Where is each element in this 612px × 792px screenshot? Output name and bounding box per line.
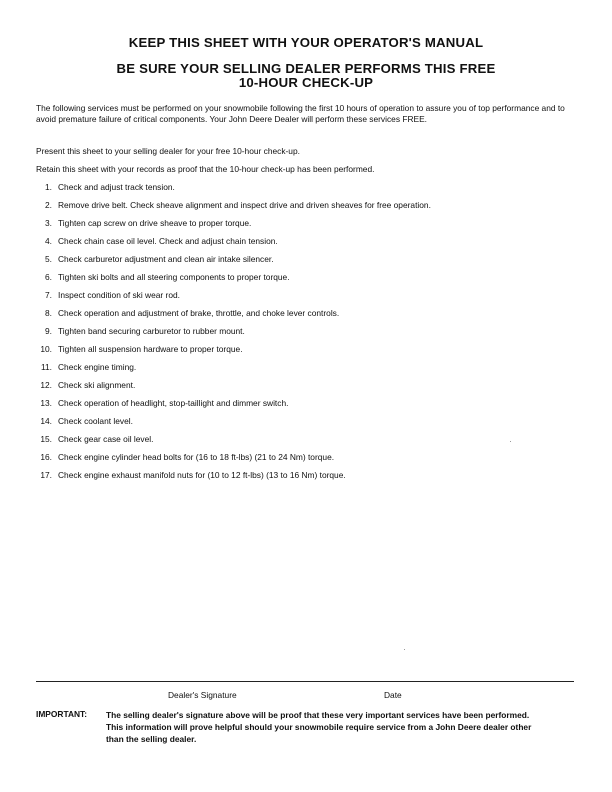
checklist-item — [36, 272, 584, 290]
checklist-item-number: 11. — [40, 362, 52, 372]
checklist-item — [36, 380, 584, 398]
checklist-item-number: 7. — [45, 290, 52, 300]
date-label: Date — [384, 690, 402, 700]
checklist-item-number: 1. — [45, 182, 52, 192]
checklist-item — [36, 434, 584, 452]
checklist-item-text: Inspect condition of ski wear rod. — [58, 290, 180, 300]
checklist-item-text: Check coolant level. — [58, 416, 133, 426]
scan-speck — [510, 441, 511, 442]
checklist-item-text: Check and adjust track tension. — [58, 182, 175, 192]
checklist-item-number: 8. — [45, 308, 52, 318]
checklist-item-number: 2. — [45, 200, 52, 210]
checklist-item-number: 10. — [40, 344, 52, 354]
checklist-item-text: Check engine exhaust manifold nuts for (10 to 12 ft-lbs) (13 to 16 Nm) torque. — [58, 470, 346, 480]
checklist-item — [36, 452, 584, 470]
checklist-item-text: Check operation and adjustment of brake, throttle, and choke lever controls. — [58, 308, 340, 318]
checklist-item — [36, 254, 584, 272]
checklist-item-number: 17. — [40, 470, 52, 480]
checklist-item-number: 16. — [40, 452, 52, 462]
intro-paragraph: The following services must be performed on your snowmobile following the first 10 hours of operation to assure you of top performance and to avoid premature failure of critical components. Your John Deere Dealer will perform these services FREE. — [36, 103, 565, 124]
checklist-item-number: 9. — [45, 326, 52, 336]
checklist-item-text: Check operation of headlight, stop-taillight and dimmer switch. — [58, 398, 289, 408]
dealer-signature-label: Dealer's Signature — [168, 690, 237, 700]
checklist-item — [36, 398, 584, 416]
signature-line — [36, 681, 574, 682]
checklist-item-text: Remove drive belt. Check sheave alignment and inspect drive and driven sheaves for free operation. — [58, 200, 431, 210]
checklist-item-text: Tighten all suspension hardware to proper torque. — [58, 344, 243, 354]
checklist-item — [36, 182, 584, 200]
checklist-item — [36, 344, 584, 362]
checklist-item-text: Check carburetor adjustment and clean air intake silencer. — [58, 254, 274, 264]
checklist-item-text: Check gear case oil level. — [58, 434, 154, 444]
checklist-item-text: Check ski alignment. — [58, 380, 136, 390]
important-label: IMPORTANT: — [36, 709, 88, 719]
checklist-item-text: Tighten cap screw on drive sheave to proper torque. — [58, 218, 252, 228]
checklist-item-number: 13. — [40, 398, 52, 408]
present-paragraph: Present this sheet to your selling dealer for your free 10-hour check-up. — [36, 146, 300, 156]
checklist-item-number: 14. — [40, 416, 52, 426]
checklist-item-number: 5. — [45, 254, 52, 264]
checklist-item-text: Check engine timing. — [58, 362, 137, 372]
checklist-item-text: Tighten ski bolts and all steering components to proper torque. — [58, 272, 290, 282]
service-checklist — [36, 182, 584, 488]
header-line-2: BE SURE YOUR SELLING DEALER PERFORMS THIS FREE — [116, 61, 496, 76]
checklist-item — [36, 470, 584, 488]
checklist-item — [36, 362, 584, 380]
header-line-3: 10-HOUR CHECK-UP — [238, 75, 374, 90]
checklist-item-text: Tighten band securing carburetor to rubber mount. — [58, 326, 245, 336]
checklist-item-number: 6. — [45, 272, 52, 282]
checklist-item — [36, 236, 584, 254]
checklist-item — [36, 326, 584, 344]
checklist-item-number: 4. — [45, 236, 52, 246]
checklist-item — [36, 200, 584, 218]
checklist-item — [36, 416, 584, 434]
checklist-item — [36, 290, 584, 308]
scan-speck — [404, 649, 405, 650]
header-line-1: KEEP THIS SHEET WITH YOUR OPERATOR'S MANUAL — [128, 35, 484, 50]
checklist-item-number: 12. — [40, 380, 52, 390]
checklist-item-number: 3. — [45, 218, 52, 228]
important-note: The selling dealer's signature above will be proof that these very important services have been performed. This information will prove helpful should your snowmobile require service from a John Deere dealer other than the selling dealer. — [106, 710, 532, 744]
checklist-item — [36, 308, 584, 326]
checklist-item — [36, 218, 584, 236]
checklist-item-text: Check engine cylinder head bolts for (16 to 18 ft-lbs) (21 to 24 Nm) torque. — [58, 452, 335, 462]
checklist-item-text: Check chain case oil level. Check and adjust chain tension. — [58, 236, 278, 246]
retain-paragraph: Retain this sheet with your records as proof that the 10-hour check-up has been performed. — [36, 164, 375, 174]
checklist-item-number: 15. — [40, 434, 52, 444]
